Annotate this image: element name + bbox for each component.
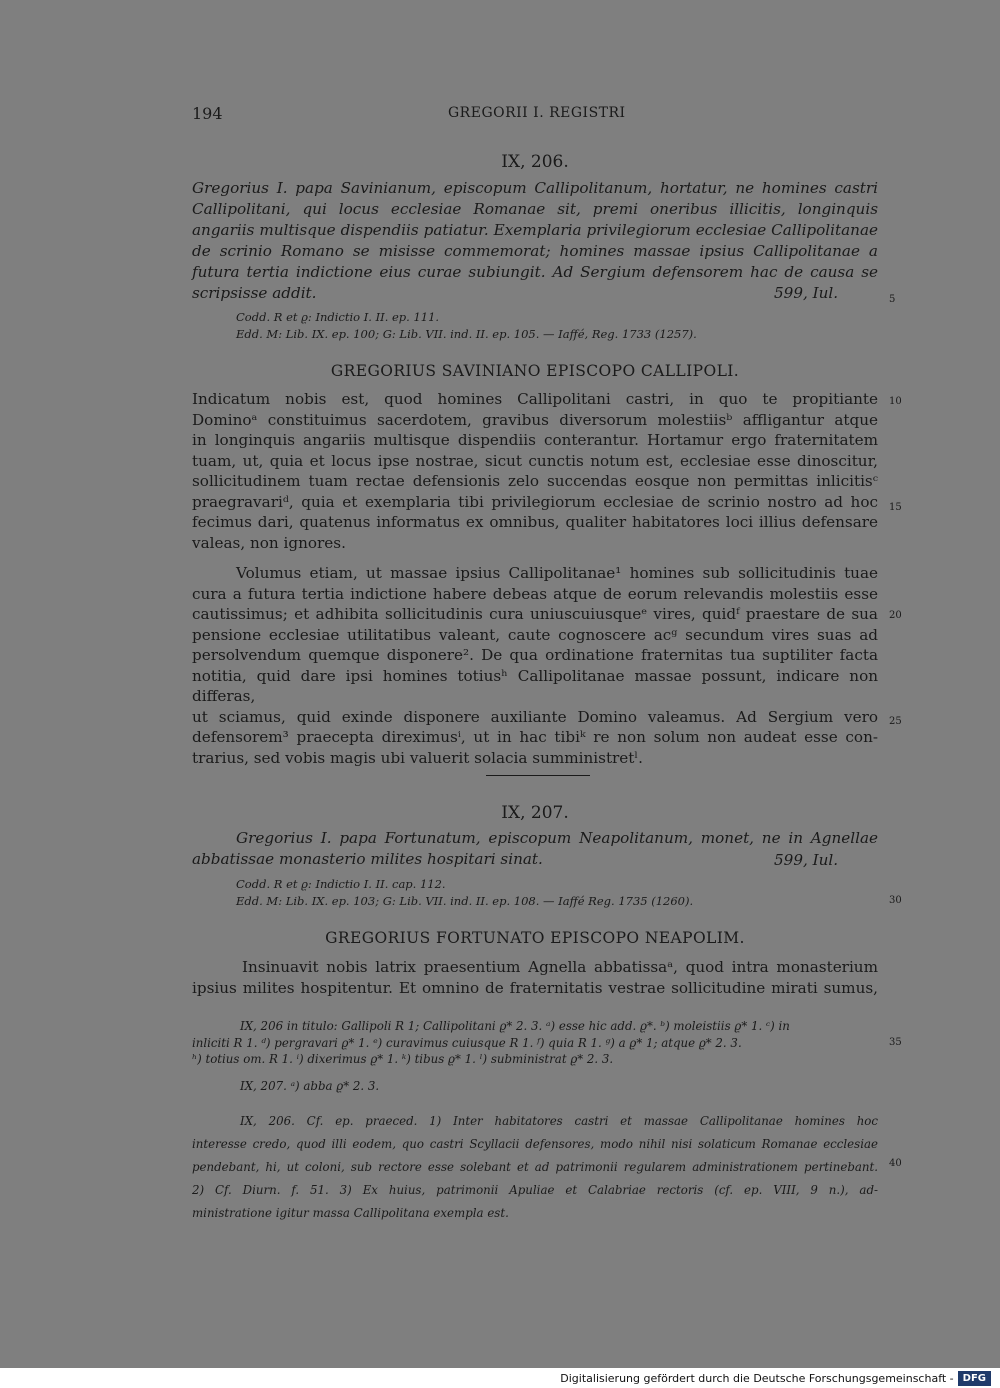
line-number: 35 — [889, 1037, 902, 1048]
apparatus-critical — [192, 1018, 878, 1068]
text-line: persolvendum quemque disponere². De qua ordinatione fraternitas tua suptiliter facta — [192, 646, 878, 664]
text-line: notitia, quid dare ipsi homines totiusʰ Callipolitanae massae possunt, indicare non differas, — [192, 666, 878, 705]
running-title: GREGORII I. REGISTRI — [448, 105, 626, 121]
text-line: cura a futura tertia indictione habere debeas atque de eorum relevandis molestiis esse — [192, 584, 878, 603]
text-line: fecimus dari, quatenus informatus ex omnibus, qualiter habitatores loci illius defensare — [192, 513, 878, 531]
letter-207-number: IX, 207. — [501, 803, 569, 823]
text-line: pensione ecclesiae utilitatibus valeant, caute cognoscere acᵍ secundum vires suas ad — [192, 625, 878, 644]
letter-207-edd: Edd. M: Lib. IX. ep. 103; G: Lib. VII. ind. II. ep. 108. — Iaffé Reg. 1735 (1260). — [236, 894, 694, 908]
text-line: praegravariᵈ, quia et exemplaria tibi privilegiorum ecclesiae de scrinio nostro ad hoc — [192, 492, 878, 511]
letter-206-date: 599, Iul. — [774, 284, 839, 302]
letter-207-addressee: GREGORIUS FORTUNATO EPISCOPO NEAPOLIM. — [325, 929, 745, 947]
text-line: cautissimus; et adhibita sollicitudinis cura uniuscuiusqueᵉ vires, quidᶠ praestare de sua — [192, 605, 878, 623]
letter-207-summary-text: Gregorius I. papa Fortunatum, episcopum Neapolitanum, monet, ne in Agnellae abbatissae monasterio milites hospitari sinat. — [192, 829, 878, 868]
line-number: 5 — [889, 294, 896, 305]
text-line: Insinuavit nobis latrix praesentium Agnella abbatissaᵃ, quod intra monasterium — [242, 958, 878, 976]
notes-line: pendebant, hi, ut coloni, sub rectore esse solebant et ad patrimonii regularem administrationem pertinebant. — [192, 1160, 878, 1174]
letter-206-number: IX, 206. — [501, 152, 569, 172]
letter-207-paragraph-1 — [192, 957, 878, 998]
text-line: Indicatum nobis est, quod homines Callipolitani castri, in quo te propitiante — [192, 390, 878, 408]
line-number: 40 — [889, 1158, 902, 1169]
letter-206-codd: Codd. R et ϱ: Indictio I. II. ep. 111. — [236, 310, 440, 324]
line-number: 10 — [889, 396, 902, 407]
apparatus-critical-207: IX, 207. ᵃ) abba ϱ* 2. 3. — [240, 1079, 380, 1093]
text-line: ut sciamus, quid exinde disponere auxiliante Domino valeamus. Ad Sergium vero — [192, 707, 878, 726]
apparatus-line: inliciti R 1. ᵈ) pergravari ϱ* 1. ᵉ) curavimus cuiusque R 1. ᶠ) quia R 1. ᵍ) a ϱ* 1; atque ϱ* 2. 3. — [192, 1035, 742, 1050]
letter-207-date: 599, Iul. — [774, 851, 839, 869]
apparatus-notes — [192, 1110, 878, 1225]
apparatus-line: ʰ) totius om. R 1. ⁱ) dixerimus ϱ* 1. ᵏ) tibus ϱ* 1. ˡ) subministrat ϱ* 2. 3. — [192, 1052, 614, 1066]
letter-207-codd: Codd. R et ϱ: Indictio I. II. cap. 112. — [236, 877, 446, 891]
notes-line: IX, 206. Cf. ep. praeced. 1) Inter habitatores castri et massae Callipolitanae homines hoc — [240, 1114, 878, 1128]
footer — [560, 1368, 991, 1388]
text-line: valeas, non ignores. — [192, 533, 346, 552]
line-number: 30 — [889, 895, 902, 906]
apparatus-line: IX, 206 in titulo: Gallipoli R 1; Callipolitani ϱ* 2. 3. ᵃ) esse hic add. ϱ*. ᵇ) moleistiis ϱ* 1. ᶜ) in — [240, 1019, 790, 1033]
page-number: 194 — [192, 104, 223, 123]
dfg-logo: DFG — [958, 1371, 991, 1386]
notes-line: 2) Cf. Diurn. f. 51. 3) Ex huius, patrimonii Apuliae et Calabriae rectoris (cf. ep. VIII, 9 n.), ad- — [192, 1183, 878, 1197]
text-line: ipsius milites hospitentur. Et omnino de fraternitatis vestrae sollicitudine mirati sumus, — [192, 978, 878, 997]
text-line: Volumus etiam, ut massae ipsius Callipolitanae¹ homines sub sollicitudinis tuae — [236, 564, 878, 582]
letter-206-addressee: GREGORIUS SAVINIANO EPISCOPO CALLIPOLI. — [330, 362, 740, 380]
text-line: sollicitudinem tuam rectae defensionis zelo succendas eosque non permittas inlicitisᶜ — [192, 472, 878, 490]
footer-text: Digitalisierung gefördert durch die Deutsche Forschungsgemeinschaft - — [560, 1371, 954, 1385]
letter-206-edd: Edd. M: Lib. IX. ep. 100; G: Lib. VII. ind. II. ep. 105. — Iaffé, Reg. 1733 (1257). — [236, 327, 697, 341]
text-line: in longinquis angariis multisque dispendiis conterantur. Hortamur ergo fraternitatem — [192, 431, 878, 449]
text-line: defensorem³ praecepta direximusⁱ, ut in hac tibiᵏ re non solum non audeat esse con- — [192, 728, 878, 746]
notes-line: ministratione igitur massa Callipolitana exempla est. — [192, 1206, 509, 1220]
letter-206-paragraph-2 — [192, 563, 878, 768]
line-number: 25 — [889, 716, 902, 727]
line-number: 15 — [889, 502, 902, 513]
notes-line: interesse credo, quod illi eodem, quo castri Scyllacii defensores, modo nihil nisi solaticum Romanae ecclesiae — [192, 1137, 878, 1151]
line-number: 20 — [889, 610, 902, 621]
text-line: tuam, ut, quia et locus ipse nostrae, sicut cunctis notum est, ecclesiae esse dinoscitur, — [192, 451, 878, 470]
letter-206-paragraph-1 — [192, 389, 878, 553]
text-line: Dominoᵃ constituimus sacerdotem, gravibus diversorum molestiisᵇ affligantur atque — [192, 410, 878, 429]
letter-206-summary-text: Gregorius I. papa Savinianum, episcopum Callipolitanum, hortatur, ne homines castri Callipolitani, qui locus ecclesiae Romanae sit, premi oneribus illicitis, longinquis angariis multisque dispendiis patiatur. Exemplaria privilegiorum ecclesiae Callipolitanae de scrinio Romano se misisse commemorat; homines massae ipsius Callipolitanae a futura tertia indictione eius curae subiungit. Ad Sergium defensorem hac de causa se scripsisse addit. — [192, 179, 878, 302]
text-line: trarius, sed vobis magis ubi valuerit solacia sumministretˡ. — [192, 748, 643, 767]
section-divider — [486, 775, 590, 776]
